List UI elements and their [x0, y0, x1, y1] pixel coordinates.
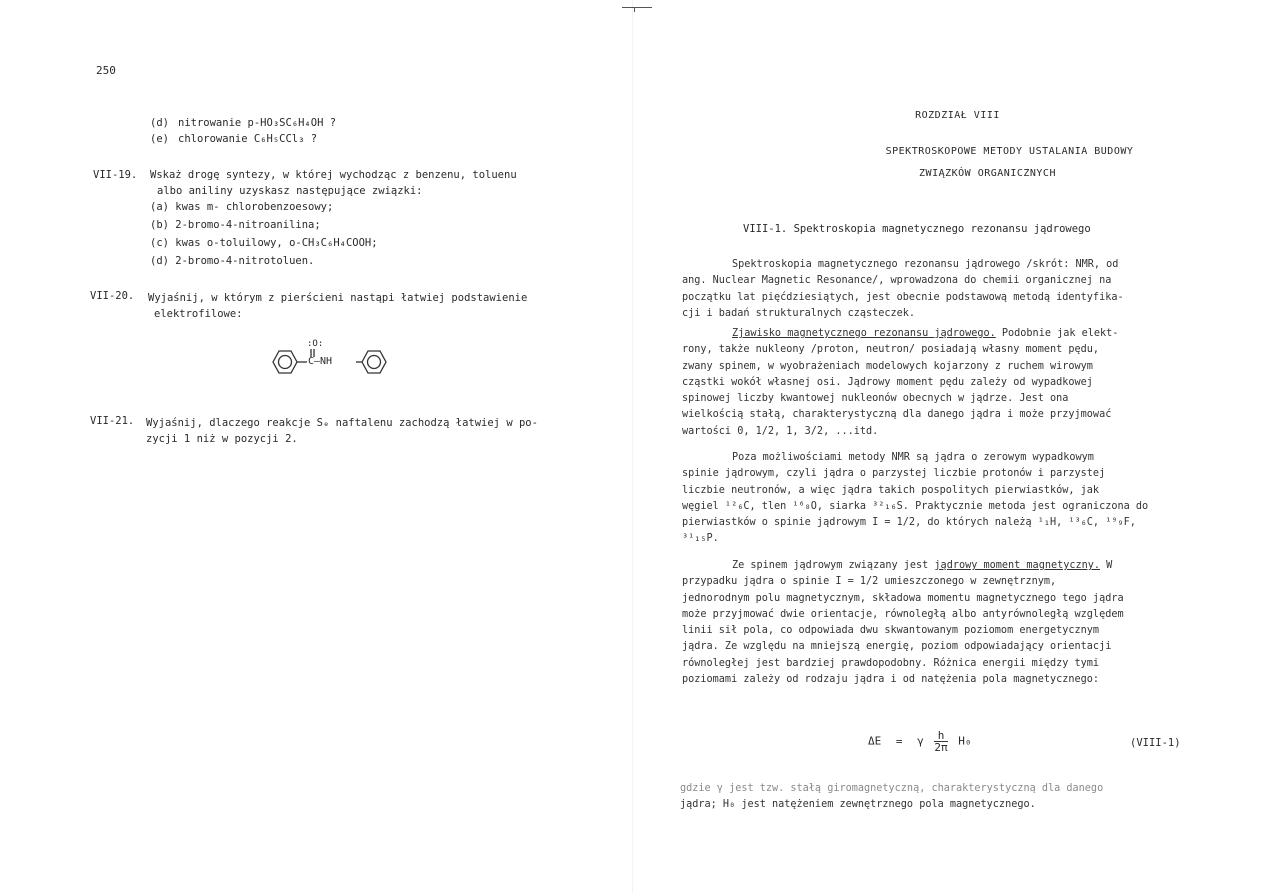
paragraph-first-line	[682, 326, 1196, 342]
fraction-denominator: 2π	[934, 741, 948, 754]
carbonyl-oxygen: :O:	[307, 339, 324, 349]
paragraph-line: początku lat pięćdziesiątych, jest obecnie podstawową metodą identyfika-	[682, 291, 1124, 303]
question-19-item-b: (b) 2-bromo-4-nitroanilina;	[150, 219, 321, 231]
question-19-item-d: (d) 2-bromo-4-nitrotoluen.	[150, 255, 315, 267]
paragraph-line: równoległej jest bardziej prawdopodobny. Różnica energii między tymi	[682, 657, 1100, 669]
item-e-label: (e)	[150, 133, 169, 145]
chapter-title-line1: SPEKTROSKOPOWE METODY USTALANIA BUDOWY	[885, 146, 1134, 157]
paragraph-first-line	[682, 558, 1196, 574]
paragraph-line: Podobnie jak elekt-	[1001, 328, 1119, 339]
paragraph-line: wartości 0, 1/2, 1, 3/2, ...itd.	[682, 425, 879, 437]
question-id-20: VII-20.	[90, 290, 135, 302]
paragraph-line: może przyjmować dwie orientacje, równoległą albo antyrównoległą względem	[682, 608, 1124, 620]
item-e-text: chlorowanie C₆H₅CCl₃ ?	[178, 133, 318, 145]
question-19-item-a: (a) kwas m- chlorobenzoesowy;	[150, 201, 334, 213]
question-id-21: VII-21.	[90, 415, 135, 427]
paragraph-line: jądra; H₀ jest natężeniem zewnętrznego pola magnetycznego.	[680, 799, 1036, 811]
item-d-text: nitrowanie p-HO₃SC₆H₄OH ?	[178, 117, 337, 129]
paragraph-line: zwany spinem, w wyobrażeniach modelowych kojarzony z ruchem wirowym	[682, 360, 1093, 372]
equation-lhs: ΔE	[868, 734, 882, 748]
question-19-item-c: (c) kwas o-toluilowy, o-CH₃C₆H₄COOH;	[150, 237, 378, 249]
question-19-line1: Wskaż drogę syntezy, w której wychodząc z benzenu, toluenu	[150, 169, 517, 181]
amide-group: C–NH	[308, 356, 333, 367]
underlined-term: jądrowy moment magnetyczny.	[934, 560, 1101, 571]
paragraph-line: rony, także nukleony /proton, neutron/ posiadają własny moment pędu,	[682, 344, 1100, 356]
right-benzene-ring	[362, 351, 386, 373]
paragraph-line: liczbie neutronów, a więc jądra takich pospolitych pierwiastków, jak	[682, 484, 1100, 496]
paragraph-line: W	[1106, 560, 1113, 571]
equation-equals: =	[895, 734, 903, 748]
paragraph-line: gdzie γ jest tzw. stałą giromagnetyczną, charakterystyczną dla danego	[680, 783, 1104, 794]
paragraph-line: przypadku jądra o spinie I = 1/2 umieszczonego w zewnętrznym,	[682, 576, 1057, 588]
paragraph-line: Spektroskopia magnetycznego rezonansu jądrowego /skrót: NMR, od	[732, 259, 1119, 270]
chapter-title-line2: ZWIĄZKÓW ORGANICZNYCH	[919, 168, 1056, 179]
question-21-line2: zycji 1 niż w pozycji 2.	[146, 433, 298, 445]
benzanilide-structure	[270, 335, 390, 385]
paragraph-line: Poza możliwościami metody NMR są jądra o zerowym wypadkowym	[732, 452, 1094, 463]
question-20-line2: elektrofilowe:	[154, 308, 243, 320]
fraction-numerator: h	[934, 730, 947, 742]
paragraph-nmr-phenomenon	[682, 326, 1196, 440]
paragraph-line: jądra. Ze względu na mniejszą energię, poziom odpowiadający orientacji	[682, 641, 1112, 653]
question-19-line2: albo aniliny uzyskasz następujące związki:	[157, 185, 423, 197]
paragraph-line: cząstki wokół własnej osi. Jądrowy moment pędu zależy od wypadkowej	[682, 376, 1093, 388]
equation-gamma: γ	[917, 734, 924, 748]
section-heading: VIII-1. Spektroskopia magnetycznego rezonansu jądrowego	[743, 223, 1091, 235]
chapter-label: ROZDZIAŁ VIII	[915, 110, 1000, 121]
paragraph-line: Ze spinem jądrowym związany jest	[732, 560, 929, 571]
question-20-line1: Wyjaśnij, w którym z pierścieni nastąpi łatwiej podstawienie	[148, 292, 528, 304]
equation-fraction	[934, 730, 947, 753]
paragraph-line: ³¹₁₅P.	[682, 533, 719, 545]
left-page	[0, 0, 630, 893]
question-21-line1: Wyjaśnij, dlaczego reakcje Sₑ naftalenu zachodzą łatwiej w po-	[146, 417, 538, 429]
left-ring-inner	[279, 356, 292, 369]
right-page	[632, 0, 1263, 893]
paragraph-gamma-definition	[680, 781, 1200, 814]
paragraph-zero-spin	[682, 450, 1196, 548]
paragraph-line: poziomami zależy od rodzaju jądra i od natężenia pola magnetycznego:	[682, 674, 1100, 686]
paragraph-line: spinowej liczby kwantowej nukleonów obecnych w jądrze. Jest ona	[682, 393, 1069, 405]
question-id-19: VII-19.	[93, 169, 138, 181]
paragraph-line: ang. Nuclear Magnetic Resonance/, wprowadzona do chemii organicznej na	[682, 275, 1112, 287]
right-ring-inner	[368, 356, 381, 369]
paragraph-line: spinie jądrowym, czyli jądra o parzystej liczbie protonów i parzystej	[682, 468, 1106, 480]
left-benzene-ring	[273, 351, 297, 373]
paragraph-intro	[682, 257, 1196, 322]
paragraph-line: linii sił pola, co odpowiada dwu skwantowanym poziomom energetycznym	[682, 625, 1100, 637]
equation-number: (VIII-1)	[1130, 737, 1181, 749]
equation-viii-1	[868, 730, 972, 753]
item-d-label: (d)	[150, 117, 169, 129]
underlined-term: Zjawisko magnetycznego rezonansu jądrowego.	[732, 328, 996, 339]
paragraph-magnetic-moment	[682, 558, 1196, 688]
paragraph-line: cji i badań strukturalnych cząsteczek.	[682, 307, 916, 319]
paragraph-line: jednorodnym polu magnetycznym, składowa momentu magnetycznego tego jądra	[682, 592, 1124, 604]
paragraph-line: pierwiastków o spinie jądrowym I = 1/2, do których należą ¹₁H, ¹³₆C, ¹⁹₉F,	[682, 517, 1136, 529]
paragraph-line: wielkością stałą, charakterystyczną dla danego jądra i może przyjmować	[682, 409, 1112, 421]
paragraph-line: węgiel ¹²₆C, tlen ¹⁶₈O, siarka ³²₁₆S. Praktycznie metoda jest ograniczona do	[682, 500, 1149, 512]
page-number: 250	[96, 64, 116, 77]
equation-field: H₀	[958, 734, 972, 748]
